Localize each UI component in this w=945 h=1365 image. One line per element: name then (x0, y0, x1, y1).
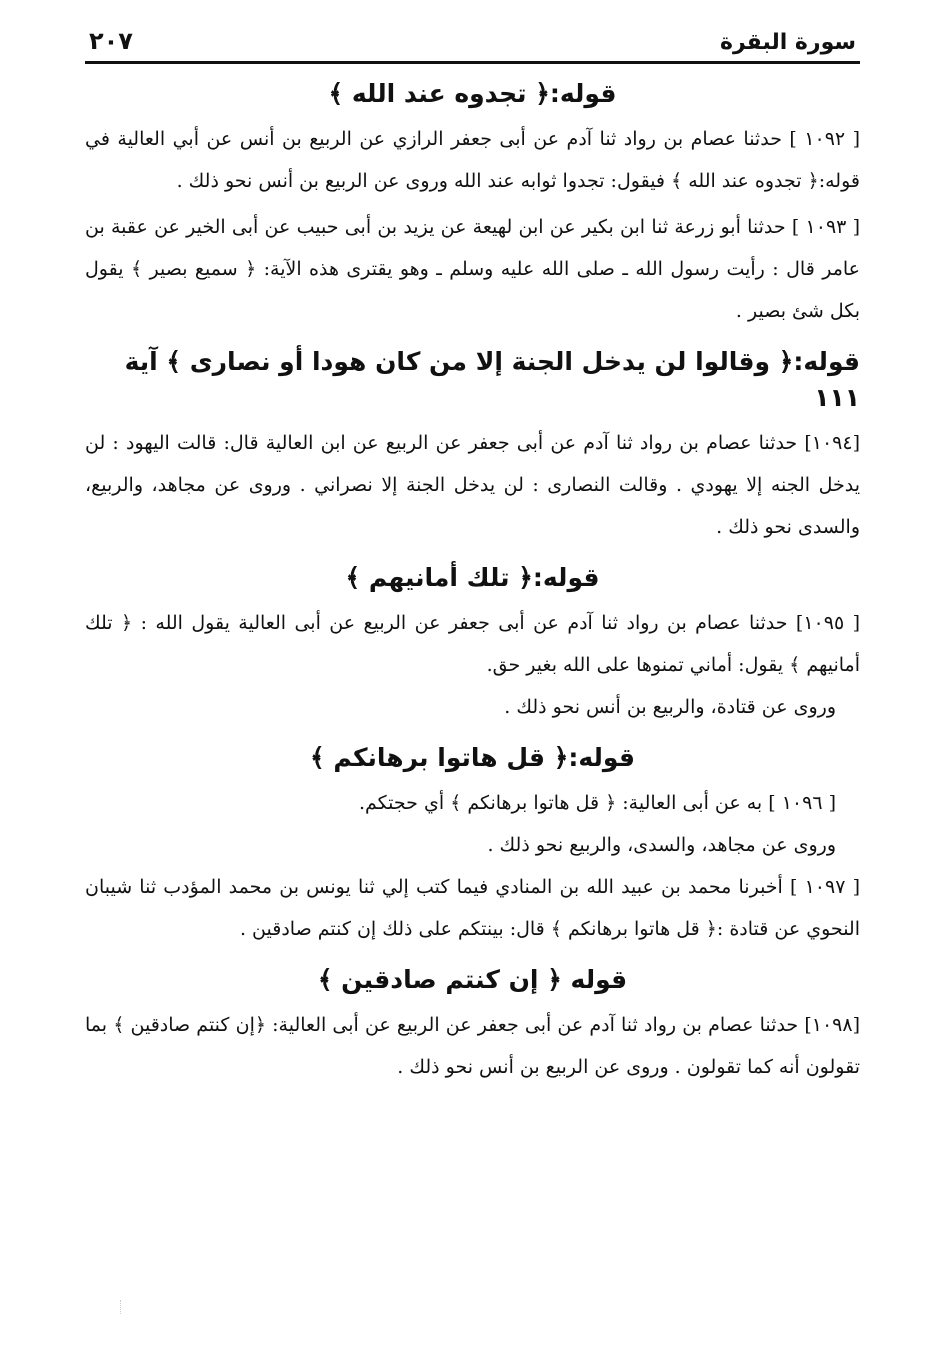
scan-artifact (120, 1300, 125, 1314)
paragraph-1096: [ ١٠٩٦ ] به عن أبى العالية: ﴿ قل هاتوا برهانكم ﴾ أي حجتكم. (359, 792, 836, 814)
paragraph-1093: [ ١٠٩٣ ] حدثنا أبو زرعة ثنا ابن بكير عن ابن لهيعة عن يزيد بن أبى حبيب عن أبى الخير عن عقبة بن عامر قال : رأيت رسول الله ـ صلى الله عليه وسلم ـ وهو يقترى هذه الآية: ﴿ سميع بصير ﴾ يقول بكل شئ بصير . (85, 216, 861, 322)
paragraph-1098: [١٠٩٨] حدثنا عصام بن رواد ثنا آدم عن أبى جعفر عن الربيع عن أبى العالية: ﴿إن كنتم صادقين ﴾ بما تقولون أنه كما تقولون . وروى عن الربيع بن أنس نحو ذلك . (85, 1014, 860, 1078)
heading-in-kuntum: قوله ﴿ إن كنتم صادقين ﴾ (317, 965, 628, 994)
heading-tilka-amaniyuhum: قوله:﴿ تلك أمانيهم ﴾ (345, 563, 600, 592)
paragraph-1095: [ ١٠٩٥] حدثنا عصام بن رواد ثنا آدم عن أبى جعفر عن الربيع عن أبى العالية يقول الله : ﴿ تلك أمانيهم ﴾ يقول: أماني تمنوها على الله بغير حق. (85, 612, 860, 676)
paragraph-1097: [ ١٠٩٧ ] أخبرنا محمد بن عبيد الله بن المنادي فيما كتب إلي ثنا يونس بن محمد المؤدب ثنا شيبان النحوي عن قتادة :﴿ قل هاتوا برهانكم ﴾ قال: بينتكم على ذلك إن كنتم صادقين . (85, 876, 861, 940)
paragraph-1092: [ ١٠٩٢ ] حدثنا عصام بن رواد ثنا آدم عن أبى جعفر الرازي عن الربيع بن أنس عن أبي العالية في قوله:﴿ تجدوه عند الله ﴾ فيقول: تجدوا ثوابه عند الله وروى عن الربيع بن أنس نحو ذلك . (85, 128, 861, 192)
heading-qul-hatoo: قوله:﴿ قل هاتوا برهانكم ﴾ (310, 743, 635, 772)
paragraph-1094: [١٠٩٤] حدثنا عصام بن رواد ثنا آدم عن أبى جعفر عن الربيع عن ابن العالية قال: قالت اليهود : لن يدخل الجنه إلا يهودي . وقالت النصارى : لن يدخل الجنة إلا نصراني . وروى عن مجاهد، والربيع، والسدى نحو ذلك . (85, 432, 860, 538)
document-page (85, 20, 860, 1088)
surah-title: سورة البقرة (719, 30, 856, 55)
page-number: ٢٠٧ (89, 27, 133, 55)
heading-wa-qaloo: قوله:﴿ وقالوا لن يدخل الجنة إلا من كان هودا أو نصارى ﴾ آية ١١١ (124, 347, 860, 412)
heading-tajidooh: قوله:﴿ تجدوه عند الله ﴾ (328, 79, 617, 108)
paragraph-1096-note: وروى عن مجاهد، والسدى، والربيع نحو ذلك . (487, 834, 836, 856)
running-header (85, 20, 860, 64)
paragraph-1095-note: وروى عن قتادة، والربيع بن أنس نحو ذلك . (504, 696, 836, 718)
